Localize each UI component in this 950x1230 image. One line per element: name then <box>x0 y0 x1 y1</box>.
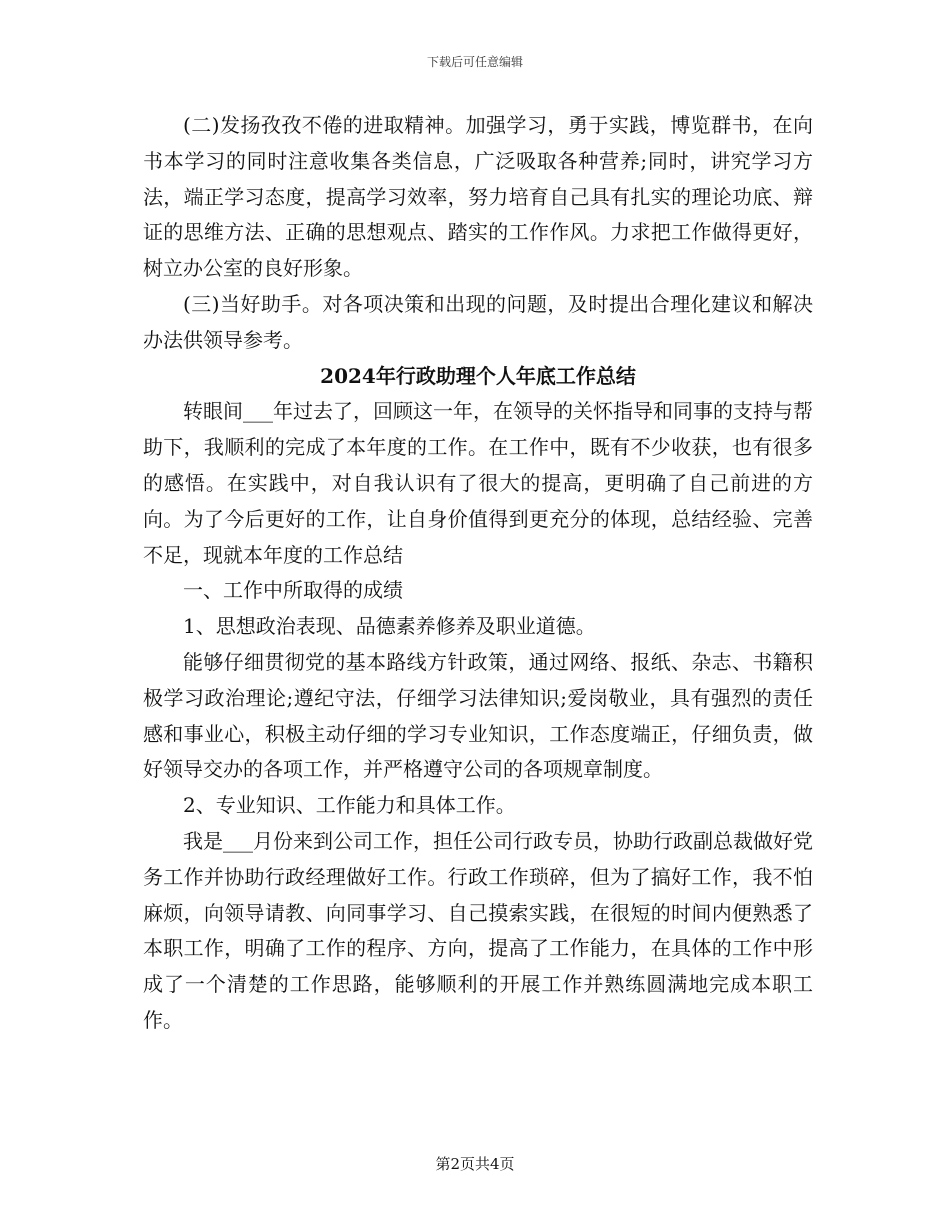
paragraph-study-spirit: (二)发扬孜孜不倦的进取精神。加强学习，勇于实践，博览群书，在向书本学习的同时注意收集各类信息，广泛吸取各种营养;同时，讲究学习方法，端正学习态度，提高学习效率，努力培育自己具有扎实的理论功底、辩证的思维方法、正确的思想观点、踏实的工作作风。力求把工作做得更好，树立办公室的良好形象。 <box>143 113 813 281</box>
paragraph-work: 我是___月份来到公司工作，担任公司行政专员，协助行政副总裁做好党务工作并协助行政经理做好工作。行政工作琐碎，但为了搞好工作，我不怕麻烦，向领导请教、向同事学习、自己摸索实践，在很短的时间内便熟悉了本职工作，明确了工作的程序、方向，提高了工作能力，在具体的工作中形成了一个清楚的工作思路，能够顺利的开展工作并熟练圆满地完成本职工作。 <box>143 828 813 1032</box>
paragraph-ethics: 能够仔细贯彻党的基本路线方针政策，通过网络、报纸、杂志、书籍积极学习政治理论;遵纪守法，仔细学习法律知识;爱岗敬业，具有强烈的责任感和事业心，积极主动仔细的学习专业知识，工作态度端正，仔细负责，做好领导交办的各项工作，并严格遵守公司的各项规章制度。 <box>143 649 813 782</box>
page-number: 第2页共4页 <box>435 1155 515 1173</box>
document-title: 2024年行政助理个人年底工作总结 <box>320 363 636 388</box>
subsection-heading-ethics: 1、思想政治表现、品德素养修养及职业道德。 <box>183 614 596 639</box>
document-body <box>143 108 813 1039</box>
section-heading-achievements: 一、工作中所取得的成绩 <box>183 578 403 603</box>
paragraph-assistant-role: (三)当好助手。对各项决策和出现的问题，及时提出合理化建议和解决办法供领导参考。 <box>143 291 813 352</box>
header-note: 下载后可任意编辑 <box>426 55 523 69</box>
subsection-heading-work: 2、专业知识、工作能力和具体工作。 <box>183 793 516 818</box>
paragraph-introduction: 转眼间___年过去了，回顾这一年，在领导的关怀指导和同事的支持与帮助下，我顺利的完成了本年度的工作。在工作中，既有不少收获，也有很多的感悟。在实践中，对自我认识有了很大的提高，更明确了自己前进的方向。为了今后更好的工作，让自身价值得到更充分的体现，总结经验、完善不足，现就本年度的工作总结 <box>143 399 813 567</box>
